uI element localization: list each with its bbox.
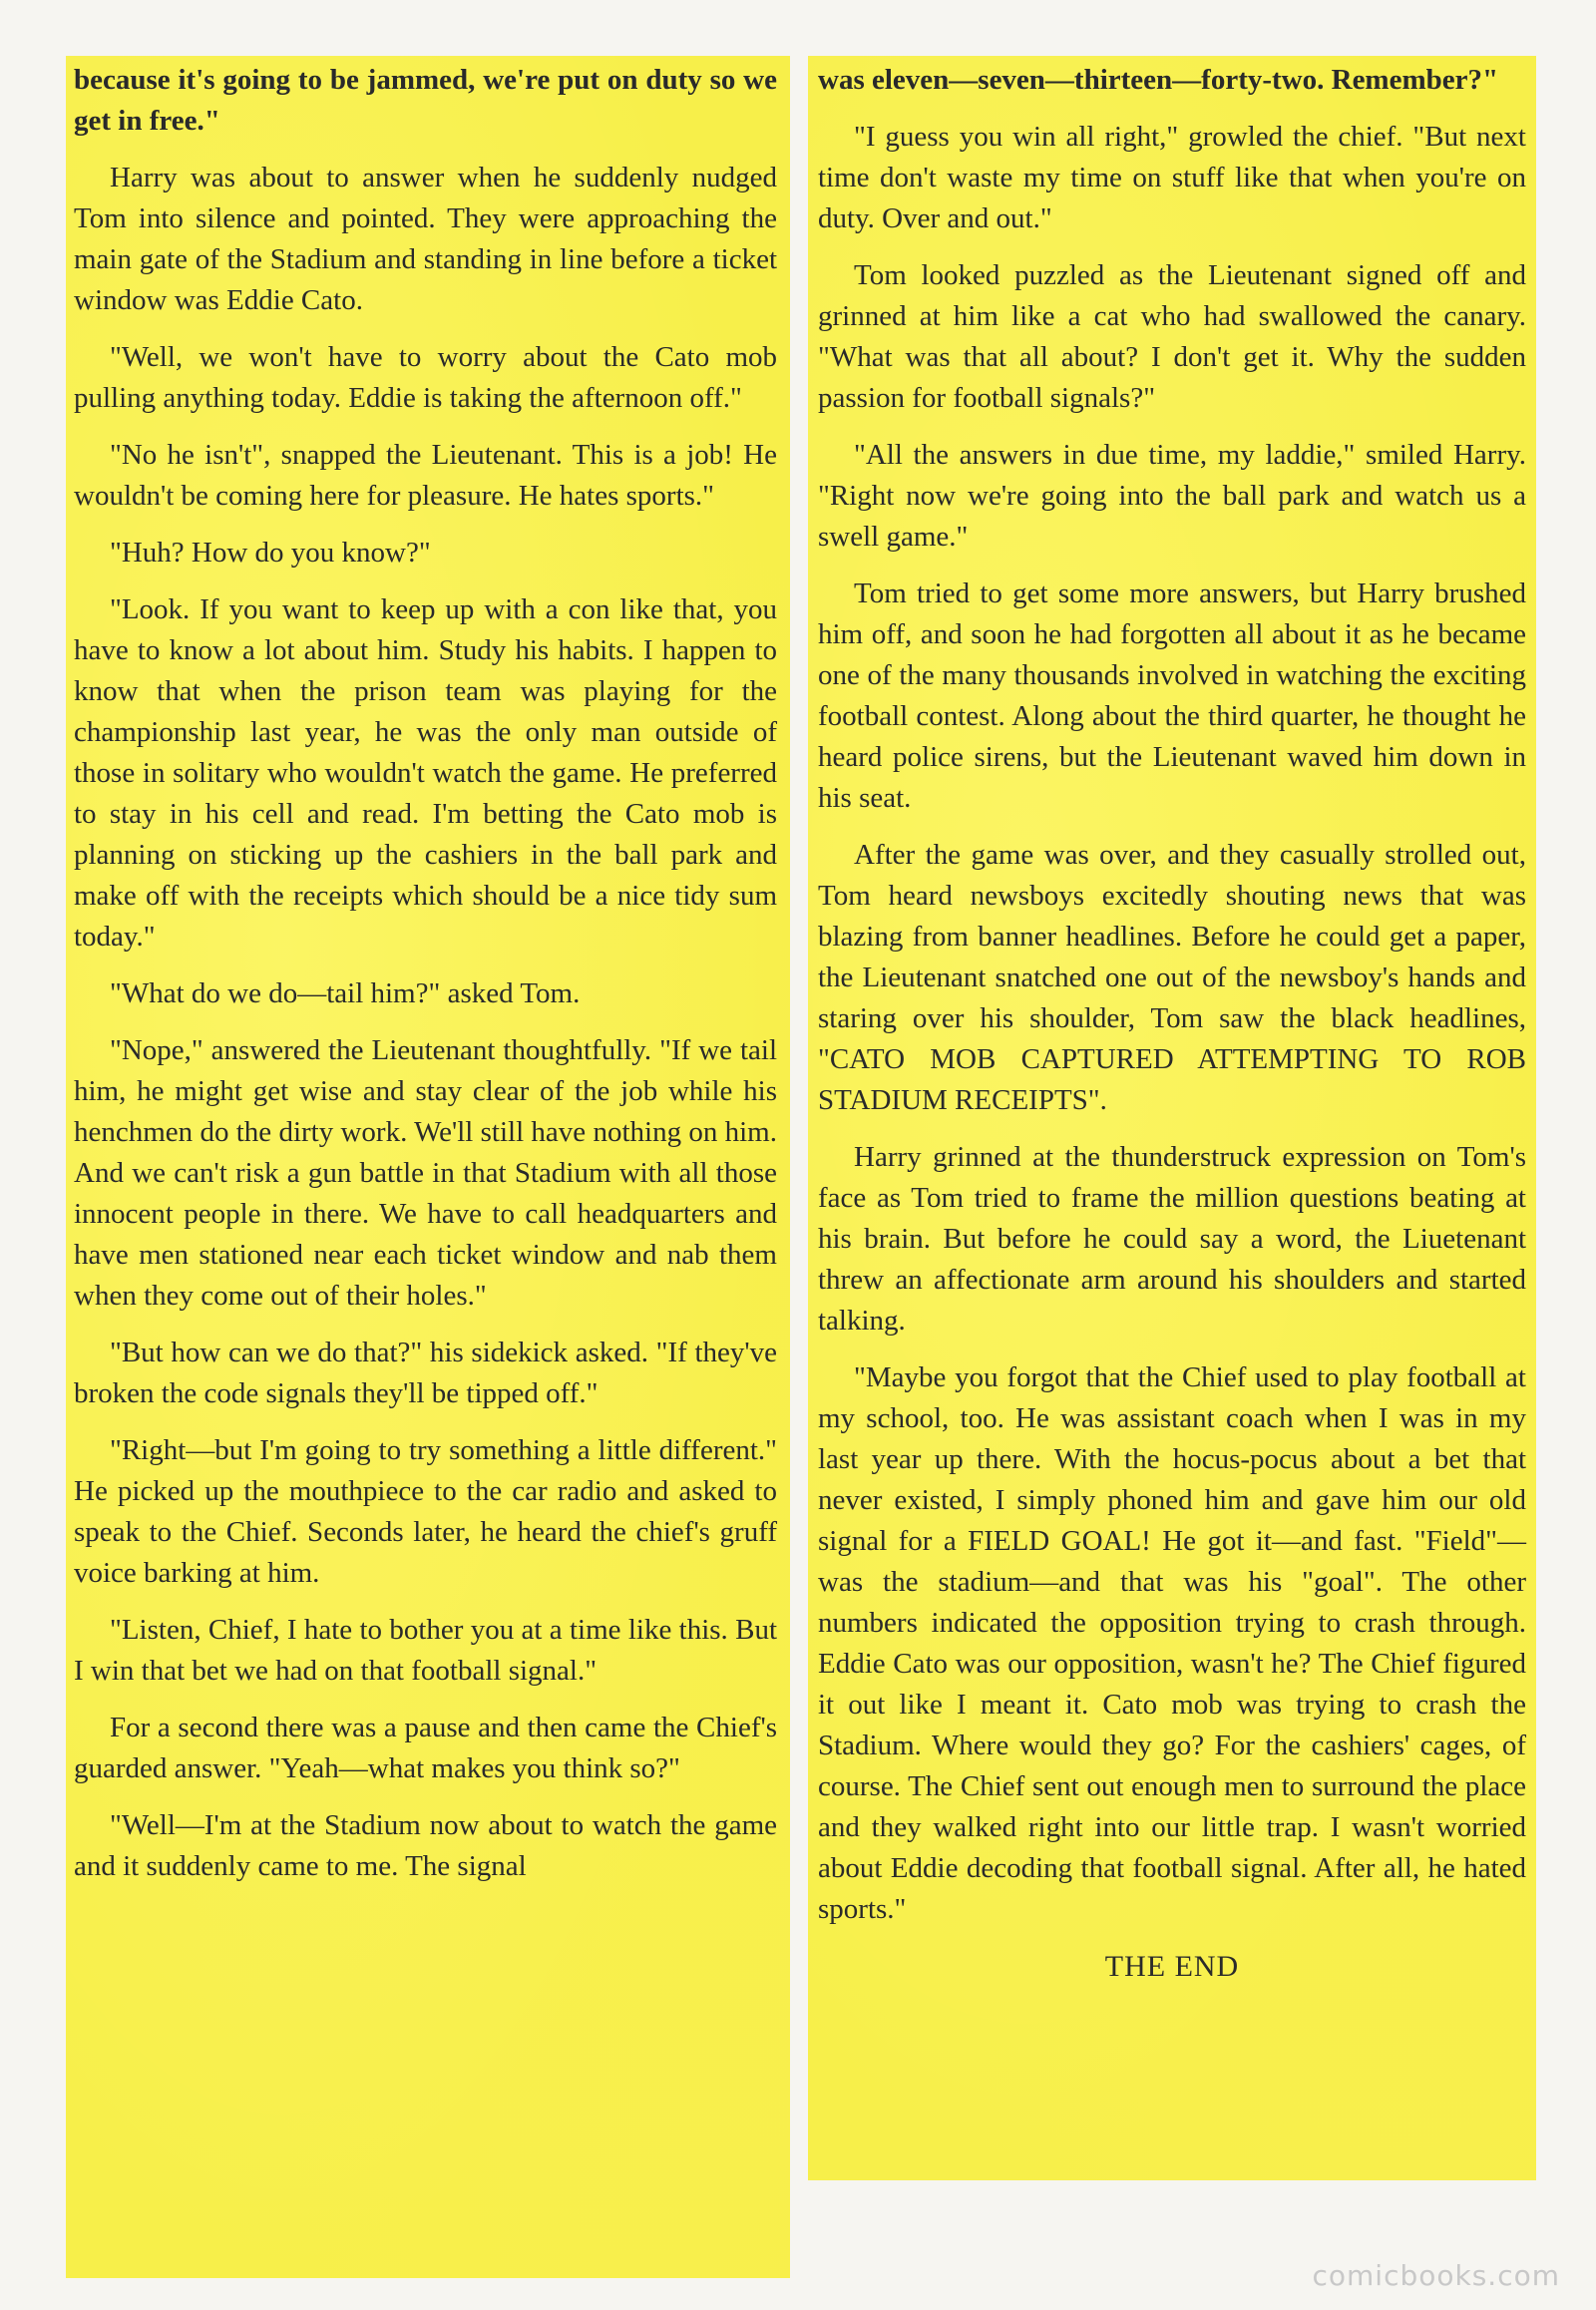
paragraph: Harry grinned at the thunderstruck expression on Tom's face as Tom tried to frame the million questions beating at his brain. But before he could say a word, the Liuetenant threw an affectionate arm around his shoulders and started talking. [818,1141,1526,1337]
watermark: comicbooks.com [1312,2259,1560,2292]
paragraph: "Right—but I'm going to try something a little different." He picked up the mouthpiece to the car radio and asked to speak to the Chief. Seconds later, he heard the chief's gruff voice barking at him. [74,1434,777,1589]
right-column [818,60,1526,2003]
paragraph: was eleven—seven—thirteen—forty-two. Remember?" [818,64,1499,96]
paragraph: "No he isn't", snapped the Lieutenant. This is a job! He wouldn't be coming here for pleasure. He hates sports." [74,439,777,512]
paragraph: "Well, we won't have to worry about the Cato mob pulling anything today. Eddie is taking the afternoon off." [74,341,777,414]
paragraph: For a second there was a pause and then came the Chief's guarded answer. "Yeah—what makes you think so?" [74,1712,777,1784]
paragraph: "Huh? How do you know?" [110,537,431,569]
paragraph: "I guess you win all right," growled the chief. "But next time don't waste my time on stuff like that when you're on duty. Over and out." [818,121,1526,234]
paragraph: "Nope," answered the Lieutenant thoughtfully. "If we tail him, he might get wise and stay clear of the job while his henchmen do the dirty work. We'll still have nothing on him. And we can't risk a gun battle in that Stadium with all those innocent people in there. We have to call headquarters and have men stationed near each ticket window and nab them when they come out of their holes." [74,1034,777,1312]
paragraph: Harry was about to answer when he suddenly nudged Tom into silence and pointed. They were approaching the main gate of the Stadium and standing in line before a ticket window was Eddie Cato. [74,162,777,316]
the-end: THE END [1104,1950,1240,1983]
left-column [74,60,777,1903]
paragraph: Tom looked puzzled as the Lieutenant signed off and grinned at him like a cat who had swallowed the canary. "What was that all about? I don't get it. Why the sudden passion for football signals?" [818,259,1526,414]
paragraph: "What do we do—tail him?" asked Tom. [110,977,581,1009]
paragraph: "Maybe you forgot that the Chief used to play football at my school, too. He was assistant coach when I was in my last year up there. With the hocus-pocus about a bet that never existed, I simply phoned him and gave him our old signal for a FIELD GOAL! He got it—and fast. "Field"—was the stadium—and that was his "goal". The other numbers indicated the opposition trying to crash through. Eddie Cato was our opposition, wasn't he? The Chief figured it out like I meant it. Cato mob was trying to crash the Stadium. Where would they go? For the cashiers' cages, of course. The Chief sent out enough men to surround the place and they walked right into our little trap. I wasn't worried about Eddie decoding that football signal. After all, he hated sports." [818,1361,1526,1925]
paragraph: Tom tried to get some more answers, but Harry brushed him off, and soon he had forgotten all about it as he became one of the many thousands involved in watching the exciting football contest. Along about the third quarter, he thought he heard police sirens, but the Lieutenant waved him down in his seat. [818,578,1526,814]
paragraph: "All the answers in due time, my laddie," smiled Harry. "Right now we're going into the ball park and watch us a swell game." [818,439,1526,553]
paragraph: because it's going to be jammed, we're put on duty so we get in free." [74,64,777,137]
paragraph: "But how can we do that?" his sidekick asked. "If they've broken the code signals they'll be tipped off." [74,1337,777,1409]
paragraph: "Look. If you want to keep up with a con like that, you have to know a lot about him. Study his habits. I happen to know that when the prison team was playing for the championship last year, he was the only man outside of those in solitary who wouldn't watch the game. He preferred to stay in his cell and read. I'm betting the Cato mob is planning on sticking up the cashiers in the ball park and make off with the receipts which should be a nice tidy sum today." [74,593,777,953]
paragraph: After the game was over, and they casually strolled out, Tom heard newsboys excitedly shouting news that was blazing from banner headlines. Before he could get a paper, the Lieutenant snatched one out of the newsboy's hands and staring over his shoulder, Tom saw the black headlines, "CATO MOB CAPTURED ATTEMPTING TO ROB STADIUM RECEIPTS". [818,839,1526,1116]
paragraph: "Listen, Chief, I hate to bother you at a time like this. But I win that bet we had on that football signal." [74,1614,777,1687]
paragraph: "Well—I'm at the Stadium now about to watch the game and it suddenly came to me. The signal [74,1809,777,1882]
